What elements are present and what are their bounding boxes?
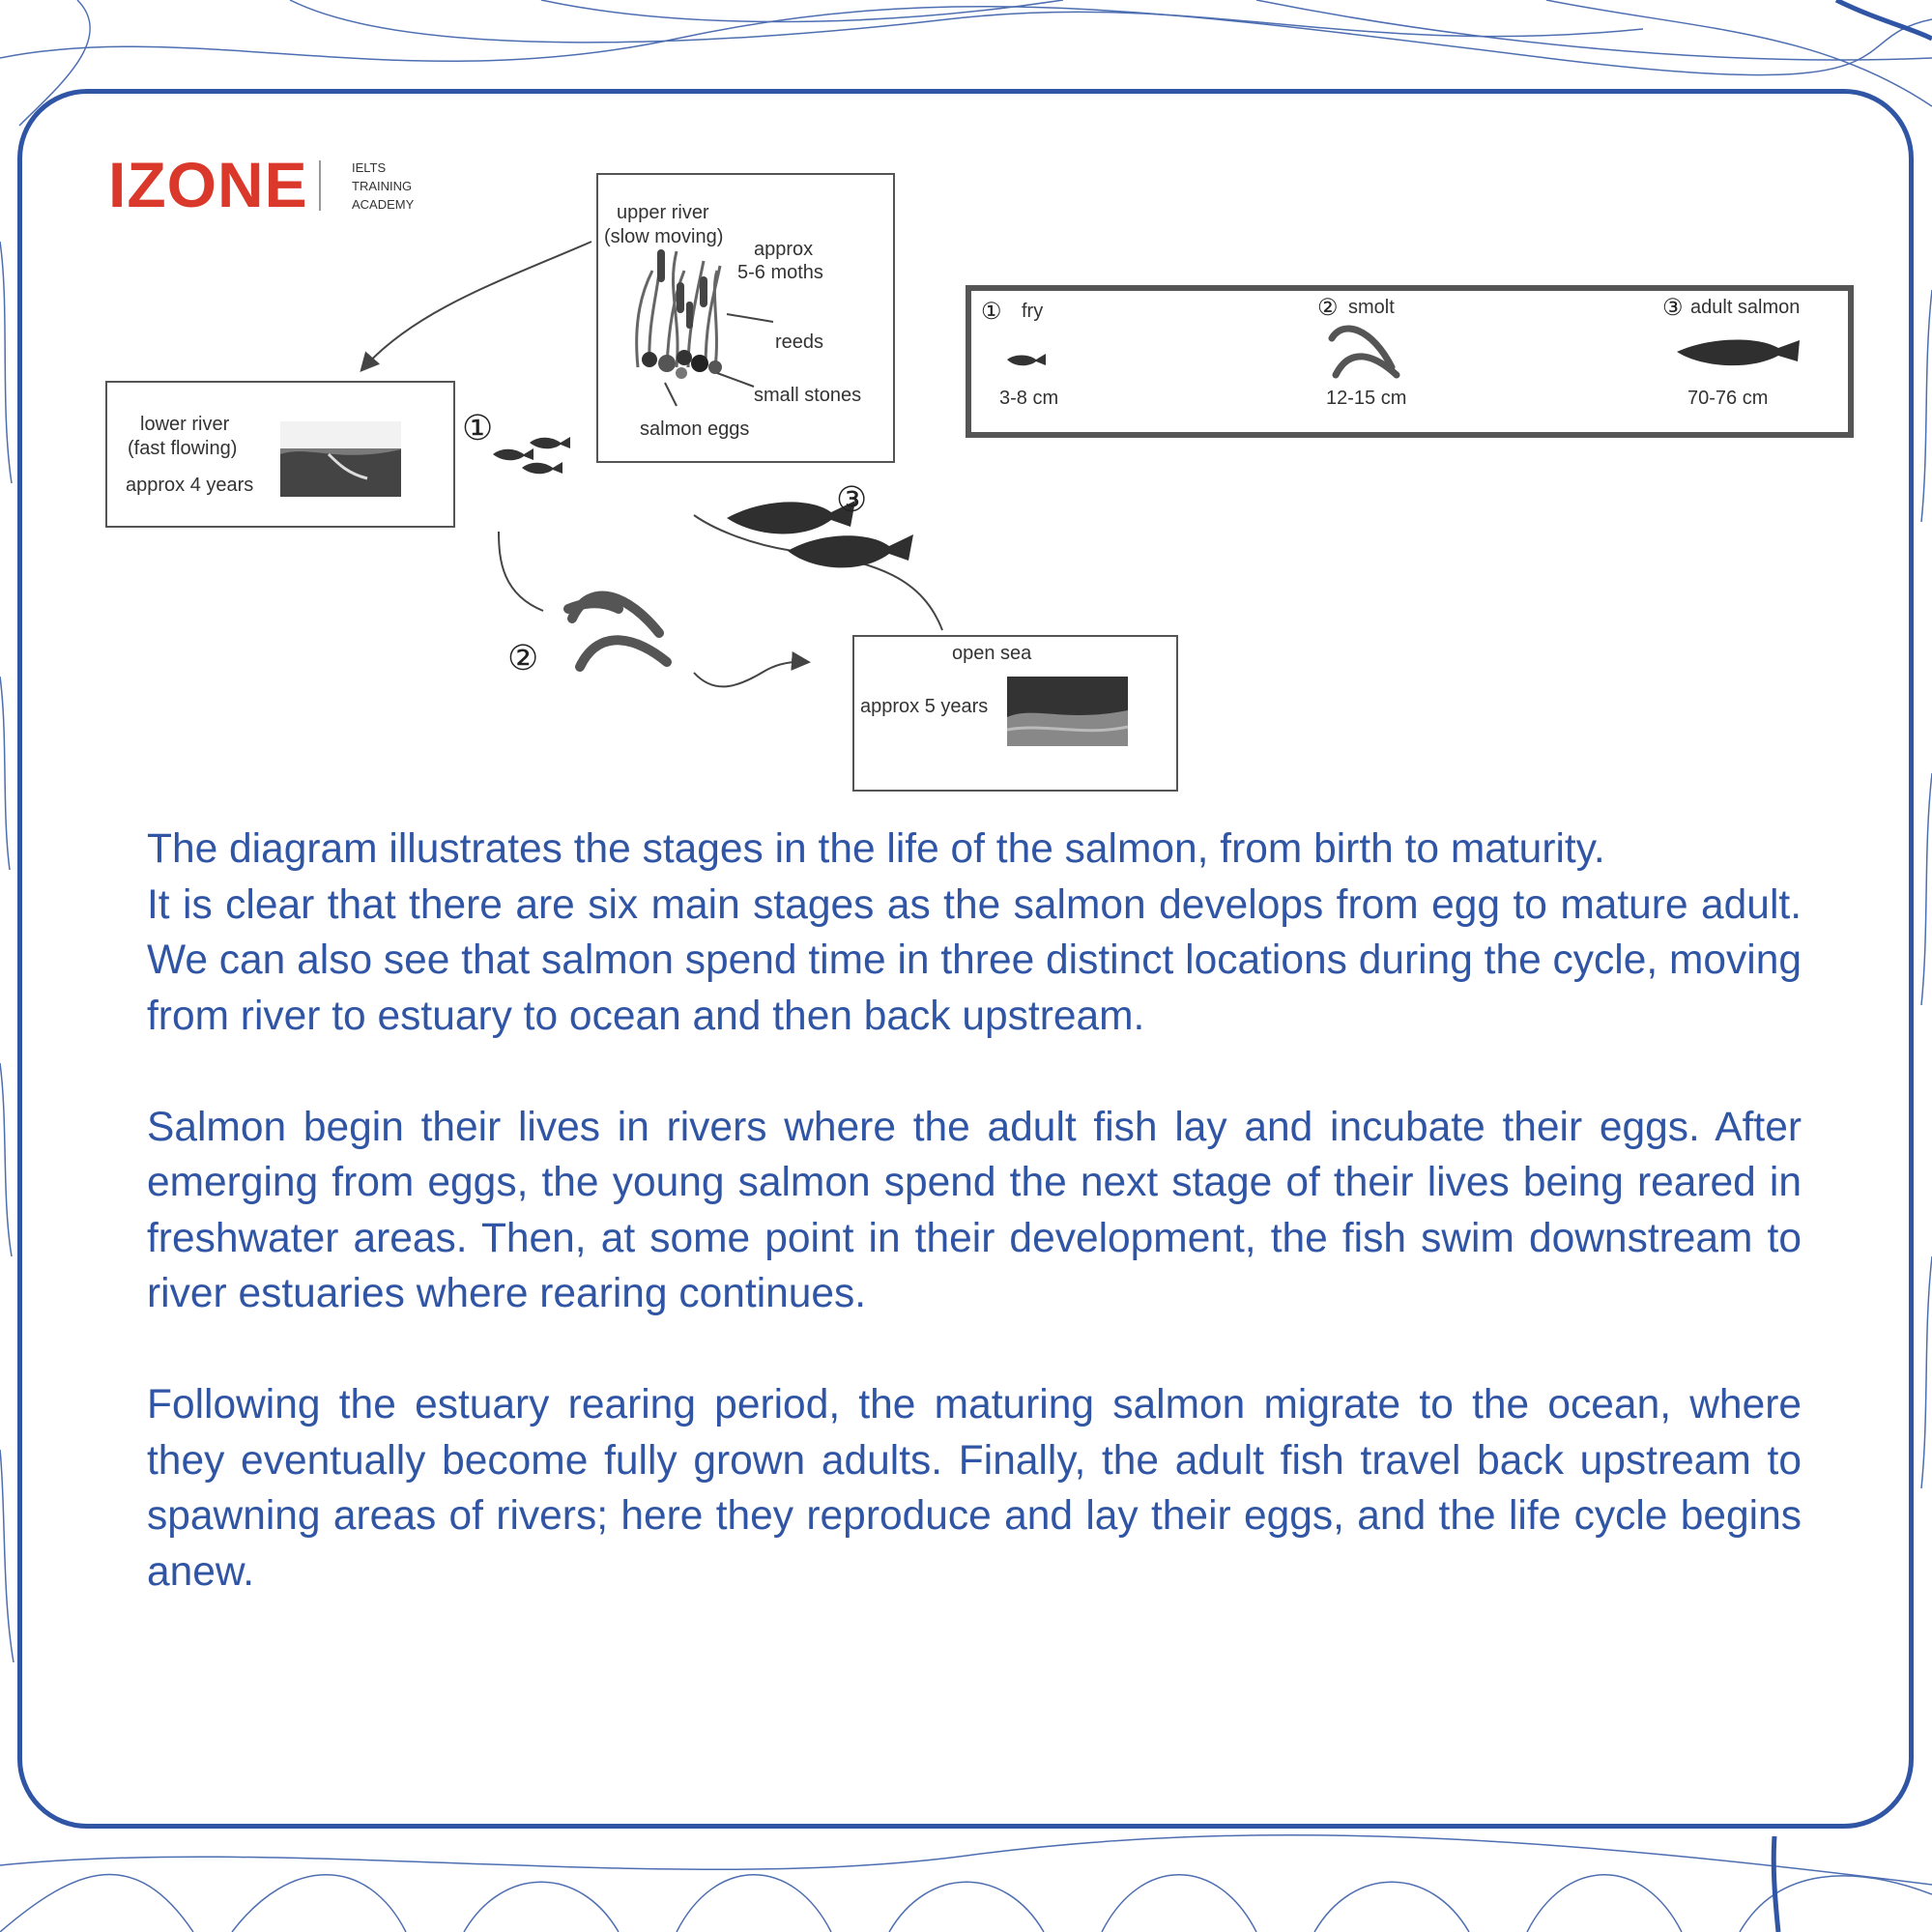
logo-wordmark: IZONE	[108, 149, 308, 220]
fry-marker: ①	[462, 408, 494, 447]
logo-tagline-line: IELTS	[352, 160, 387, 175]
upper-river-duration-label: approx	[754, 239, 814, 260]
fry-illustration	[493, 437, 570, 474]
adult-salmon-illustration	[727, 501, 913, 567]
smolt-illustration	[568, 595, 667, 667]
reeds-label: reeds	[775, 332, 824, 353]
legend-smolt-size: 12-15 cm	[1326, 388, 1407, 409]
legend-smolt-number: ②	[1317, 295, 1339, 321]
legend-fry-number: ①	[981, 299, 1002, 325]
upper-river-box	[597, 174, 894, 462]
lower-river-subtitle: (fast flowing)	[128, 438, 238, 459]
lower-river-photo	[280, 421, 401, 497]
salmon-life-cycle-diagram	[0, 0, 1932, 812]
open-sea-box	[853, 636, 1177, 791]
open-sea-photo	[1007, 677, 1128, 746]
logo-tagline-line: ACADEMY	[352, 197, 415, 212]
legend-adult-size: 70-76 cm	[1687, 388, 1769, 409]
upper-river-duration: 5-6 moths	[737, 262, 823, 283]
lower-to-smolt-curve	[499, 532, 543, 611]
upper-river-subtitle: (slow moving)	[604, 226, 724, 247]
essay-body-paragraph-2: Following the estuary rearing period, the maturing salmon migrate to the ocean, where they eventually become fully grown adults. Finally, the adult fish travel back upstream to spawning areas of rivers; here they reproduce and lay their eggs, and the life cycle begins anew.	[147, 1382, 1802, 1595]
logo-tagline-line: TRAINING	[352, 179, 413, 193]
legend-adult-name: adult salmon	[1690, 297, 1801, 318]
legend-adult-number: ③	[1662, 295, 1684, 321]
small-stones-label: small stones	[754, 385, 862, 406]
adult-marker: ③	[836, 479, 868, 519]
upper-to-lower-arrow	[362, 242, 591, 369]
smolt-to-sea-arrow	[694, 662, 807, 687]
legend-fry-size: 3-8 cm	[999, 388, 1059, 409]
upper-river-title: upper river	[617, 202, 709, 223]
lower-river-duration: approx 4 years	[126, 475, 254, 496]
lower-river-title: lower river	[140, 414, 230, 435]
essay-overview: It is clear that there are six main stages as the salmon develops from egg to mature adult. We can also see that salmon spend time in three distinct locations during the cycle, moving from river to estuary to ocean and then back upstream.	[147, 881, 1802, 1039]
essay-introduction: The diagram illustrates the stages in the life of the salmon, from birth to maturity.	[147, 826, 1605, 872]
legend-fry-name: fry	[1022, 301, 1044, 322]
open-sea-title: open sea	[952, 643, 1032, 664]
size-legend	[968, 288, 1851, 435]
lower-river-box	[106, 382, 454, 527]
smolt-marker: ②	[507, 638, 539, 678]
open-sea-duration: approx 5 years	[860, 696, 989, 717]
essay-body-paragraph-1: Salmon begin their lives in rivers where the adult fish lay and incubate their eggs. After emerging from eggs, the young salmon spend the next stage of their lives being reared in freshwater areas. Then, at some point in their development, the fish swim downstream to river estuaries where rearing continues.	[147, 1104, 1802, 1316]
essay-text	[147, 822, 1802, 1600]
salmon-eggs-label: salmon eggs	[640, 418, 750, 440]
sea-to-adult-curve	[694, 515, 942, 630]
legend-smolt-name: smolt	[1348, 297, 1395, 318]
